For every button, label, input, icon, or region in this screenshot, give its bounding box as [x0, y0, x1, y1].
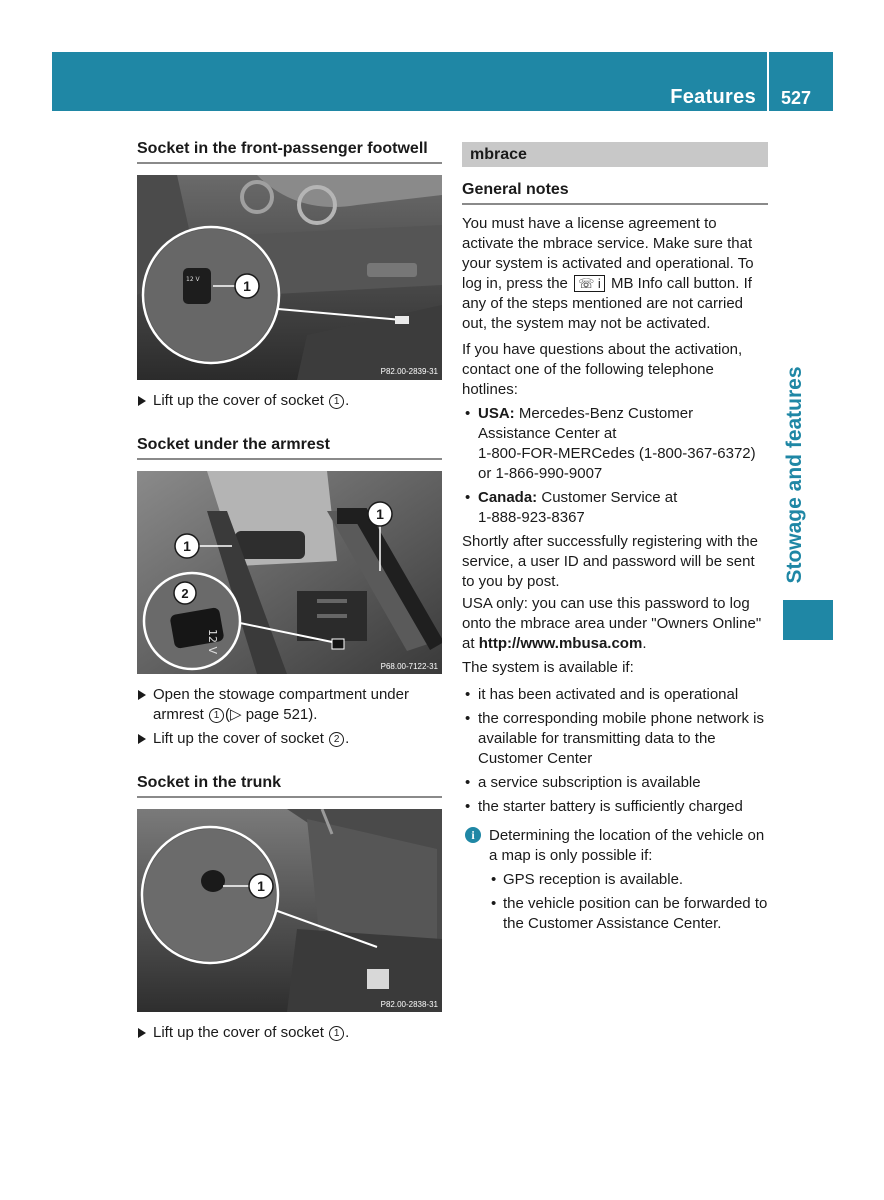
section-bar-mbrace: mbrace: [462, 142, 768, 167]
socket-label-12v: 12 V: [206, 629, 219, 655]
step-text-end: .: [345, 1024, 350, 1041]
hotline-text: Mercedes-Benz Customer Assistance Center at: [478, 405, 694, 442]
step-arrow-icon: [138, 734, 146, 744]
condition-item: • the starter battery is sufficiently charged: [462, 797, 768, 817]
hotline-usa: [462, 404, 768, 484]
paragraph-text: USA only: you can use this password to log onto the mbrace area under "Owners Online" at: [462, 595, 762, 652]
right-column: [462, 142, 768, 934]
photo-code: P82.00-2838-31: [380, 1000, 438, 1009]
step-text-end: .: [345, 392, 350, 409]
info-item: • the vehicle position can be forwarded to the Customer Assistance Center.: [489, 894, 768, 934]
info-item: • GPS reception is available.: [489, 870, 768, 890]
mbusa-link[interactable]: http://www.mbusa.com: [478, 635, 643, 652]
callout-number: 1: [183, 538, 191, 554]
callout-ref: 1: [329, 1026, 344, 1041]
paragraph-license: [462, 214, 768, 334]
hotline-label: USA:: [478, 405, 515, 422]
page-number: 527: [780, 88, 811, 108]
footwell-socket-photo: [137, 175, 442, 380]
instruction-step: [137, 729, 442, 749]
paragraph-availability: The system is available if:: [462, 659, 634, 676]
header-bar: [52, 52, 833, 111]
hotline-canada: [462, 488, 768, 528]
phone-number: 1-800-FOR-MERCedes (1-800-367-6372): [478, 445, 756, 462]
info-note: [462, 826, 768, 934]
section-heading: Socket under the armrest: [137, 436, 442, 460]
step-arrow-icon: [138, 396, 146, 406]
callout-number: 1: [243, 278, 251, 294]
instruction-step: [137, 1023, 442, 1043]
condition-item: • the corresponding mobile phone network is available for transmitting data to the Customer Center: [462, 709, 768, 769]
hotline-label: Canada:: [478, 489, 538, 506]
callout-ref: 2: [329, 732, 344, 747]
mb-info-call-button-icon: ☏ i: [574, 275, 605, 292]
step-arrow-icon: [138, 690, 146, 700]
step-text: Open the stowage compartment under: [153, 686, 409, 703]
section-heading: Socket in the front-passenger footwell: [137, 140, 442, 164]
info-text: Determining the location of the vehicle on a map is only possible if:: [489, 827, 765, 864]
paragraph-text: MB Info call button. If any of the steps mentioned are not carried out, the system may not be activated.: [462, 275, 752, 332]
paragraph-usa-only: [462, 594, 768, 654]
step-text-end: .: [345, 730, 350, 747]
phone-number: 1-888-923-8367: [478, 509, 585, 526]
page-reference: (▷ page 521).: [225, 706, 318, 723]
step-text: Lift up the cover of socket: [153, 1024, 329, 1041]
condition-item: • it has been activated and is operational: [462, 685, 768, 705]
info-icon: i: [465, 827, 481, 843]
paragraph-text: .: [642, 635, 647, 652]
paragraph-text: You must have a license agreement to activate the mbrace service. Make sure that your system is activated and operational. To log in, press the: [462, 215, 754, 292]
condition-item: • a service subscription is available: [462, 773, 768, 793]
section-heading: Socket in the trunk: [137, 774, 442, 798]
subheading-general-notes: General notes: [462, 181, 768, 205]
callout-number: 1: [376, 506, 384, 522]
socket-label-12v: 12 V: [186, 276, 200, 283]
callout-ref: 1: [209, 708, 224, 723]
trunk-socket-photo: [137, 809, 442, 1012]
step-text: Lift up the cover of socket: [153, 392, 329, 409]
paragraph-hotlines-intro: If you have questions about the activation, contact one of the following telephone hotlines:: [462, 341, 743, 398]
paragraph-registration: Shortly after successfully registering with the service, a user ID and password will be sent to you by post.: [462, 533, 758, 590]
chapter-tab: [780, 355, 810, 595]
callout-ref: 1: [329, 394, 344, 409]
photo-code: P68.00-7122-31: [380, 662, 438, 671]
hotline-text: Customer Service at: [537, 489, 678, 506]
callout-number: 1: [257, 878, 265, 894]
chapter-tab-label: Stowage and features: [783, 366, 806, 584]
page-header-title: Features: [670, 86, 756, 108]
phone-number: or 1-866-990-9007: [478, 465, 603, 482]
step-arrow-icon: [138, 1028, 146, 1038]
instruction-step: [137, 391, 442, 411]
header-divider: [767, 52, 769, 111]
step-text: armrest: [153, 706, 209, 723]
armrest-socket-photo: [137, 471, 442, 674]
callout-number: 2: [181, 586, 189, 601]
step-text: Lift up the cover of socket: [153, 730, 329, 747]
instruction-step: [137, 685, 442, 725]
chapter-tab-marker: [783, 600, 833, 640]
photo-code: P82.00-2839-31: [380, 367, 438, 376]
left-column: [137, 140, 442, 1047]
